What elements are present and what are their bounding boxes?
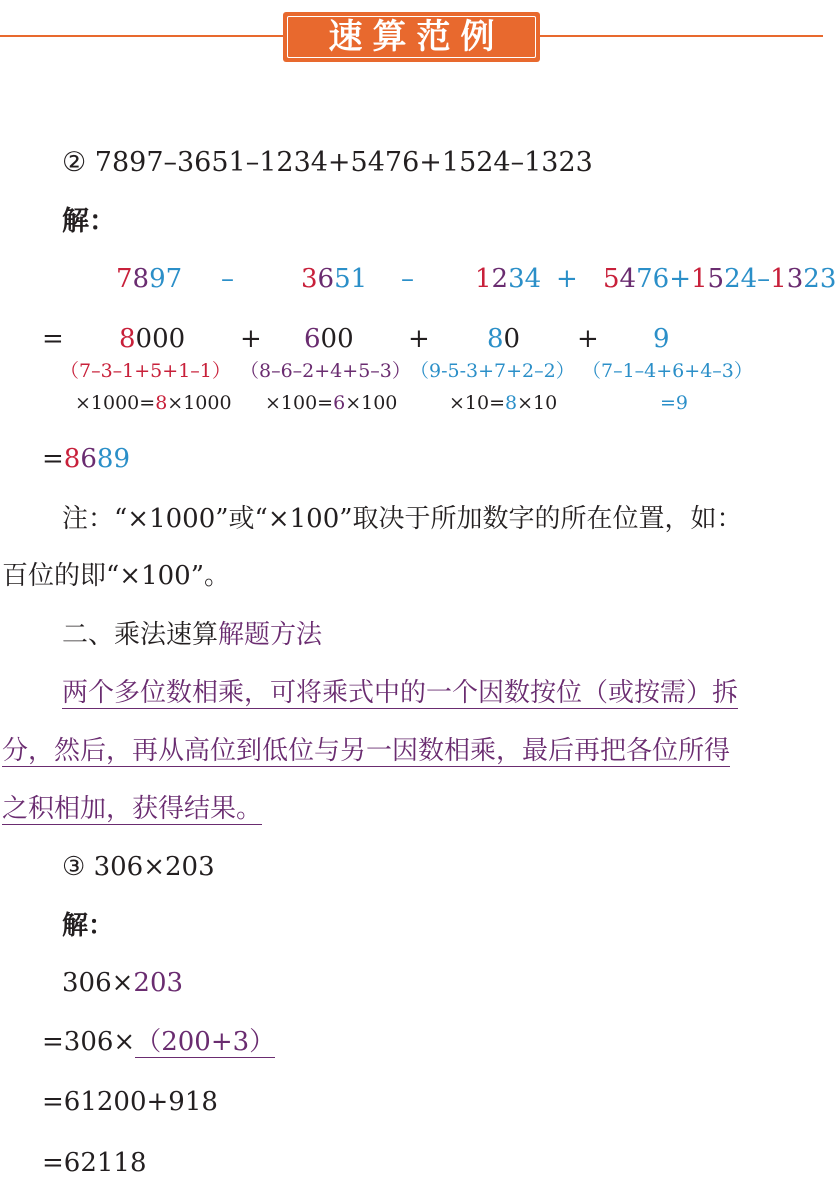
example3-line-4: =62118 <box>42 1148 147 1178</box>
mult-tens: ×10=8×10 <box>449 392 558 414</box>
header-banner <box>283 12 540 62</box>
example2-problem: ② 7897–3651–1234+5476+1524–1323 <box>62 147 593 178</box>
note-line-2: 百位的即“×100”。 <box>2 561 230 591</box>
mult-ones: =9 <box>660 392 689 414</box>
sum-plus-3: + <box>577 324 599 354</box>
explain-ones: （7–1–4+6+4–3） <box>582 360 753 382</box>
example3-line-2: =306×（200+3） <box>42 1027 276 1057</box>
term-1234: 1234 <box>475 264 542 294</box>
mult-hundreds: ×100=6×100 <box>265 392 398 414</box>
term-3651: 3651 <box>301 264 368 294</box>
method-line-2: 分，然后，再从高位到低位与另一因数相乘，最后再把各位所得 <box>2 736 731 766</box>
sum-plus-2: + <box>408 324 430 354</box>
explain-tens: （9-5-3+7+2–2） <box>410 360 575 382</box>
header-title: 速算范例 <box>328 17 505 57</box>
op-minus-1: – <box>221 264 234 294</box>
sum-9: 9 <box>653 324 670 354</box>
op-plus-1: + <box>556 264 578 294</box>
example3-line-1: 306×203 <box>62 968 184 998</box>
term-7897: 7897 <box>116 264 183 294</box>
example3-problem: ③ 306×203 <box>62 852 215 882</box>
term-5476-1524-1323: 5476+1524–1323 <box>603 264 836 294</box>
sum-600: 600 <box>304 324 354 354</box>
explain-hundreds: （8–6–2+4+5–3） <box>240 360 411 382</box>
example3-line-3: =61200+918 <box>42 1087 218 1117</box>
mult-thousands: ×1000=8×1000 <box>75 392 232 414</box>
sum-equals: = <box>42 324 64 354</box>
note-line-1: 注：“×1000”或“×100”取决于所加数字的所在位置，如： <box>62 504 743 534</box>
sum-8000: 8000 <box>119 324 186 354</box>
method-line-3: 之积相加，获得结果。 <box>2 794 263 824</box>
example2-result: =8689 <box>42 444 130 474</box>
sum-plus-1: + <box>240 324 262 354</box>
sum-80: 80 <box>487 324 521 354</box>
example3-solution-label: 解： <box>62 911 115 941</box>
explain-thousands: （7–3–1+5+1–1） <box>60 360 231 382</box>
op-minus-2: – <box>401 264 414 294</box>
section2-heading: 二、乘法速算解题方法 <box>62 620 323 650</box>
example2-solution-label: 解： <box>62 206 116 237</box>
method-line-1: 两个多位数相乘，可将乘式中的一个因数按位（或按需）拆 <box>62 678 739 708</box>
